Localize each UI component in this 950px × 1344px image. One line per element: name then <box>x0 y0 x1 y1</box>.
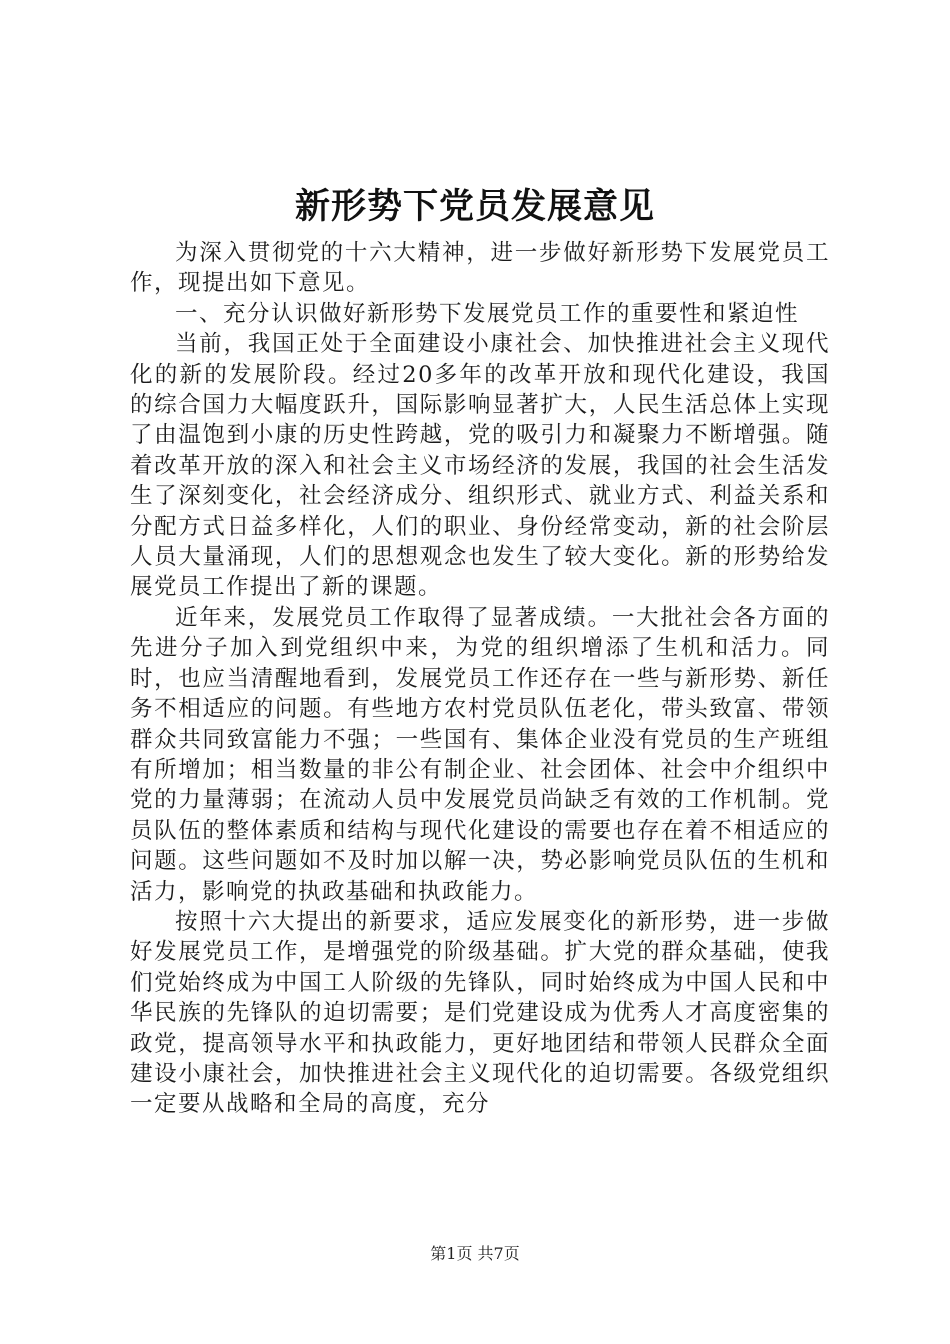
section-heading-1: 一、充分认识做好新形势下发展党员工作的重要性和紧迫性 <box>175 300 800 327</box>
paragraph-intro: 为深入贯彻党的十六大精神，进一步做好新形势下发展党员工作，现提出如下意见。 <box>130 240 830 297</box>
document-title: 新形势下党员发展意见 <box>294 186 655 227</box>
paragraph-recent-years: 近年来，发展党员工作取得了显著成绩。一大批社会各方面的先进分子加入到党组织中来，为党的组织增添了生机和活力。同时，也应当清醒地看到，发展党员工作还存在一些与新形势、新任务不相适应的问题。有些地方农村党员队伍老化，带头致富、带领群众共同致富能力不强；一些国有、集体企业没有党员的生产班组有所增加；相当数量的非公有制企业、社会团体、社会中介组织中党的力量薄弱；在流动人员中发展党员尚缺乏有效的工作机制。党员队伍的整体素质和结构与现代化建设的需要也存在着不相适应的问题。这些问题如不及时加以解一决，势必影响党员队伍的生机和活力，影响党的执政基础和执政能力。 <box>130 604 830 905</box>
page-footer: 第1页 共7页 <box>430 1244 520 1263</box>
paragraph-current-situation: 当前，我国正处于全面建设小康社会、加快推进社会主义现代化的新的发展阶段。经过20多年的改革开放和现代化建设，我国的综合国力大幅度跃升，国际影响显著扩大，人民生活总体上实现了由温饱到小康的历史性跨越，党的吸引力和凝聚力不断增强。随着改革开放的深入和社会主义市场经济的发展，我国的社会生活发生了深刻变化，社会经济成分、组织形式、就业方式、利益关系和分配方式日益多样化，人们的职业、身份经常变动，新的社会阶层人员大量涌现，人们的思想观念也发生了较大变化。新的形势给发展党员工作提出了新的课题。 <box>130 331 830 601</box>
document-body <box>130 238 830 1120</box>
paragraph-new-requirements: 按照十六大提出的新要求，适应发展变化的新形势，进一步做好发展党员工作，是增强党的阶级基础。扩大党的群众基础，使我们党始终成为中国工人阶级的先锋队，同时始终成为中国人民和中华民族的先锋队的迫切需要；是们党建设成为优秀人才高度密集的政党，提高领导水平和执政能力，更好地团结和带领人民群众全面建设小康社会，加快推进社会主义现代化的迫切需要。各级党组织一定要从战略和全局的高度，充分 <box>130 908 830 1118</box>
